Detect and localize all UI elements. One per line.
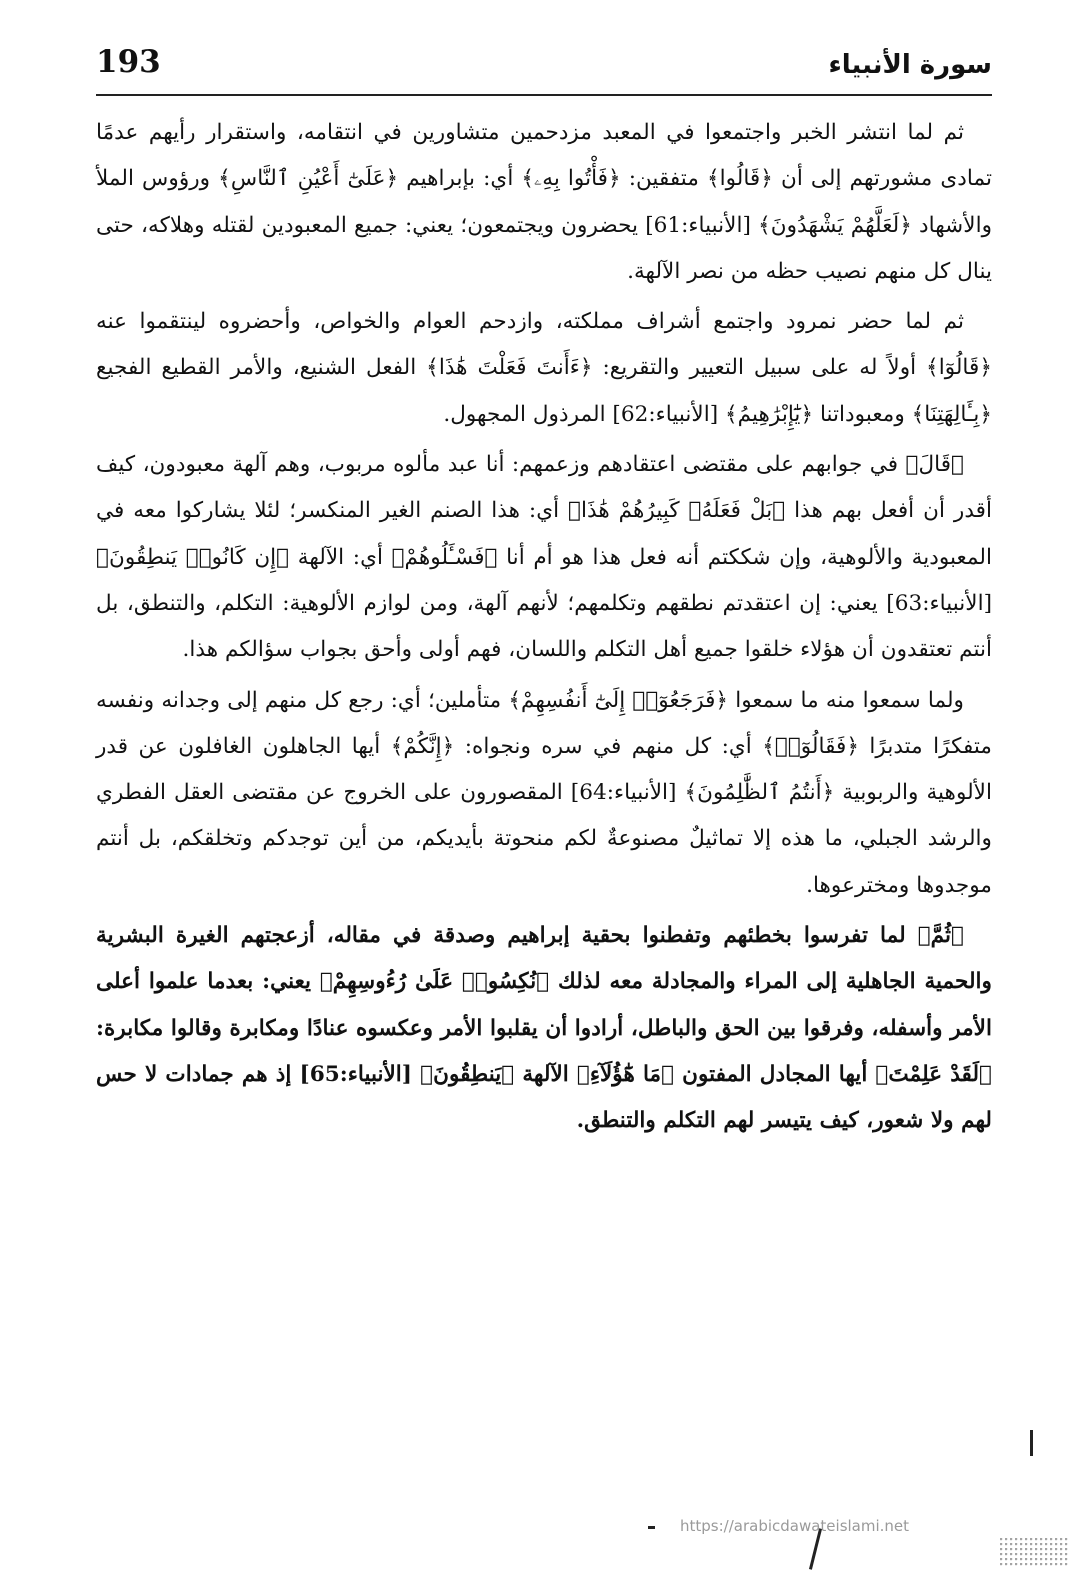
scan-smudge: [1000, 1538, 1070, 1566]
paragraph: ثم لما انتشر الخبر واجتمعوا في المعبد مزدحمين متشاورين في انتقامه، واستقرار رأيهم عدمًا تمادى مشورتهم إلى أن ﴿قَالُوا﴾ متفقين: ﴿فَأْتُوا بِهِۦ﴾ أي: بإبراهيم ﴿عَلَىٰٓ أَعْيُنِ ٱلنَّاسِ﴾ ورؤوس الملأ والأشهاد ﴿لَعَلَّهُمْ يَشْهَدُونَ﴾ [الأنبياء:61] يحضرون ويجتمعون؛ يعني: جميع المعبودين لقتله وهلاكه، حتى ينال كل منهم نصيب حظه من نصر الآلهة.: [96, 120, 992, 284]
paragraph: ﴿ثُمَّ﴾ لما تفرسوا بخطئهم وتفطنوا بحقية إبراهيم وصدقة في مقاله، أزعجتهم الغيرة البشرية والحمية الجاهلية إلى المراء والمجادلة معه لذلك ﴿نُكِسُوا۟ عَلَىٰ رُءُوسِهِمْ﴾ يعني: بعدما علموا أعلى الأمر وأسفله، وفرقوا بين الحق والباطل، أرادوا أن يقلبوا الأمر وعكسوه عنادًا ومكابرة وقالوا مكابرة: ﴿لَقَدْ عَلِمْتَ﴾ أيها المجادل المفتون ﴿مَا هَٰٓؤُلَآءِ﴾ الآلهة ﴿يَنطِقُونَ﴾ [الأنبياء:65] إذ هم جمادات لا حس لهم ولا شعور، كيف يتيسر لهم التكلم والتنطق.: [96, 923, 993, 1134]
page-number: 193: [96, 44, 161, 80]
watermark-url: https://arabicdawateislami.net: [680, 1517, 910, 1535]
paragraph: ثم لما حضر نمرود واجتمع أشراف مملكته، وازدحم العوام والخواص، وأحضروه لينتقموا عنه ﴿قَالُوٓا﴾ أولاً له على سبيل التعيير والتقريع: ﴿ءَأَنتَ فَعَلْتَ هَٰذَا﴾ الفعل الشنيع، والأمر القطيع الفجيع ﴿بِـَٔالِهَتِنَا﴾ ومعبوداتنا ﴿يَٰٓإِبْرَٰهِيمُ﴾ [الأنبياء:62] المرذول المجهول.: [96, 309, 992, 427]
paragraph: ﴿قَالَ﴾ في جوابهم على مقتضى اعتقادهم وزعمهم: أنا عبد مألوه مربوب، وهم آلهة معبودون، كيف أقدر أن أفعل بهم هذا ﴿بَلْ فَعَلَهُۥ كَبِيرُهُمْ هَٰذَا﴾ أي: هذا الصنم الغير المنكسر؛ لئلا يشاركوا معه في المعبودية والألوهية، وإن شككتم أنه فعل هذا هو أم أنا ﴿فَسْـَٔلُوهُمْ﴾ أي: الآلهة ﴿إِن كَانُوا۟ يَنطِقُونَ﴾ [الأنبياء:63] يعني: إن اعتقدتم نطقهم وتكلمهم؛ لأنهم آلهة، ومن لوازم الألوهية: التكلم، والتنطق، بل أنتم تعتقدون أن هؤلاء خلقوا جميع أهل التكلم واللسان، فهم أولى وأحق بجواب سؤالكم هذا.: [96, 452, 992, 663]
body-text: [96, 110, 992, 1149]
paragraph: ولما سمعوا منه ما سمعوا ﴿فَرَجَعُوٓا۟ إِلَىٰٓ أَنفُسِهِمْ﴾ متأملين؛ أي: رجع كل منهم إلى وجدانه ونفسه متفكرًا متدبرًا ﴿فَقَالُوٓا۟﴾ أي: كل منهم في سره ونجواه: ﴿إِنَّكُمْ﴾ أيها الجاهلون الغافلون عن قدر الألوهية والربوبية ﴿أَنتُمُ ٱلظَّٰلِمُونَ﴾ [الأنبياء:64] المقصورون على الخروج عن مقتضى العقل الفطري والرشد الجبلي، ما هذه إلا تماثيلٌ مصنوعةٌ لكم منحوتة بأيديكم، من أين توجدكم وتخلقكم، بل أنتم موجدوها ومخترعوها.: [96, 687, 992, 898]
margin-pen-mark: [1030, 1430, 1033, 1456]
chapter-title: سورة الأنبياء: [828, 50, 992, 80]
dash-mark: [648, 1526, 655, 1529]
page-header: [96, 40, 992, 96]
